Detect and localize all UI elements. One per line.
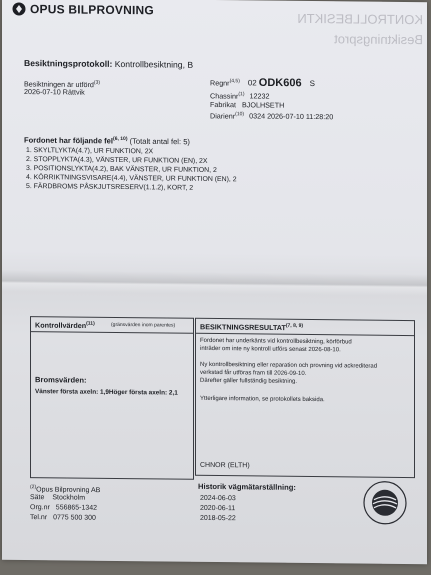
tel-value: 0775 500 300 — [53, 514, 96, 522]
result-line: Ny kontrollbesiktning eller reparation och provning vid ackrediterad — [200, 361, 378, 370]
control-title-text: Kontrollvärden — [35, 320, 87, 331]
defect-list — [26, 146, 237, 193]
opus-logo-mark-icon — [12, 2, 26, 16]
history-date: 2020-06-11 — [200, 504, 236, 513]
protocol-title — [24, 58, 193, 70]
history-title: Historik vägmätarställning: — [198, 481, 296, 492]
result-line: Fordonet har underkänts vid kontrollbesiktning, körförbud — [200, 337, 352, 346]
result-paragraph-2 — [200, 361, 377, 387]
chassi-label: Chassinr — [210, 91, 239, 101]
company-tel — [30, 513, 96, 523]
logo-text: OPUS BILPROVNING — [30, 2, 154, 18]
brake-title: Bromsvärden: — [35, 375, 87, 385]
diarie-row — [210, 110, 333, 122]
reg-label: Regnr — [210, 78, 230, 88]
defect-item: 4. KÖRRIKTNINGSVISARE(4.4), VÄNSTER, UR FUNKTION (EN), 2 — [26, 174, 237, 184]
result-paragraph-3: Ytterligare information, se protokollets baksida. — [200, 395, 325, 404]
org-label: Org.nr — [30, 504, 50, 512]
protocol-sheet — [2, 0, 427, 564]
fabrikat-row — [210, 100, 284, 110]
company-org — [30, 503, 97, 513]
diarie-value: 0324 2026-07-10 11:28:20 — [249, 111, 334, 122]
company-name-text: Opus Bilprovning AB — [36, 486, 101, 495]
defects-total: (Totalt antal fel: 5) — [127, 136, 190, 147]
control-sup: (11) — [86, 320, 95, 327]
seat-value: Stockholm — [52, 494, 86, 502]
result-paragraph-1 — [200, 337, 352, 355]
performed-value: 2026-07-10 Rättvik — [24, 87, 85, 97]
bleed-line: Besiktningsprot — [334, 31, 423, 48]
result-line: inträder om inte ny kontroll utförs senast 2026-08-10. — [200, 345, 341, 354]
defects-heading-text: Fordonet har följande fel — [24, 135, 114, 146]
chassi-value: 12232 — [249, 91, 270, 101]
performed-label-text: Besiktningen är utförd — [24, 79, 94, 90]
fabrikat-label: Fabrikat — [210, 99, 236, 110]
bleed-through-text — [297, 9, 423, 50]
org-value: 556865-1342 — [55, 504, 98, 512]
fabrikat-value: BJOLHSETH — [241, 100, 285, 110]
title-rest: Kontrollbesiktning, B — [112, 58, 194, 70]
diarie-sup: (10) — [235, 111, 245, 118]
reg-number: ODK606 — [258, 76, 302, 90]
history-date: 2024-06-03 — [200, 494, 236, 503]
defect-item: 3. POSITIONSLYKTA(4.2), BAK VÄNSTER, UR FUNKTION, 2 — [26, 165, 217, 175]
brake-values: Vänster första axeln: 1,9Höger första axeln: 2,1 — [35, 388, 178, 397]
tel-label: Tel.nr — [30, 514, 48, 522]
result-title — [200, 322, 303, 332]
box-divider — [196, 333, 414, 336]
defect-item: 2. STOPPLYKTA(4.3), VÄNSTER, UR FUNKTION (EN), 2X — [26, 156, 208, 165]
title-bold: Besiktningsprotokoll: — [24, 58, 113, 69]
control-values-box — [30, 316, 194, 480]
result-sup: (7, 8, 9) — [285, 322, 304, 329]
reg-prefix: 02 — [247, 78, 257, 88]
signature: CHNOR (ELTH) — [200, 461, 250, 470]
company-sup: (2) — [30, 484, 37, 491]
box-divider — [31, 331, 193, 334]
chassi-sup: (1) — [238, 91, 245, 98]
result-line: Därefter gäller fullständig besiktning. — [200, 377, 298, 385]
paper-fold — [2, 270, 427, 296]
bleed-line: KONTROLLBESIKTN — [297, 10, 423, 28]
performed-sup: (3) — [93, 79, 101, 86]
diarie-label: Diarienr — [210, 111, 236, 121]
accreditation-seal-icon — [362, 480, 408, 526]
history-date: 2018-05-22 — [200, 514, 236, 523]
defect-item: 5. FÄRDBROMS PÅSKJUTSRESERV(1.1.2), KORT, 2 — [26, 183, 194, 192]
control-values-title — [35, 320, 95, 330]
control-values-sub: (gränsvärden inom parentes) — [111, 321, 176, 329]
defect-item: 1. SKYLTLYKTA(4.7), UR FUNKTION, 2X — [26, 147, 154, 156]
opus-logo — [12, 2, 154, 17]
result-box — [195, 318, 415, 478]
company-seat — [30, 493, 85, 503]
defects-heading — [24, 135, 190, 146]
defects-sup: (6, 10) — [113, 135, 128, 143]
reg-row — [210, 74, 315, 91]
reg-suffix: S — [309, 79, 315, 89]
reg-sup: (4,5) — [229, 78, 240, 85]
seat-label: Säte — [30, 494, 45, 502]
result-title-text: BESIKTNINGSRESULTAT — [200, 322, 286, 333]
result-line: verkstad får utföras fram till 2026-09-10. — [200, 369, 307, 377]
